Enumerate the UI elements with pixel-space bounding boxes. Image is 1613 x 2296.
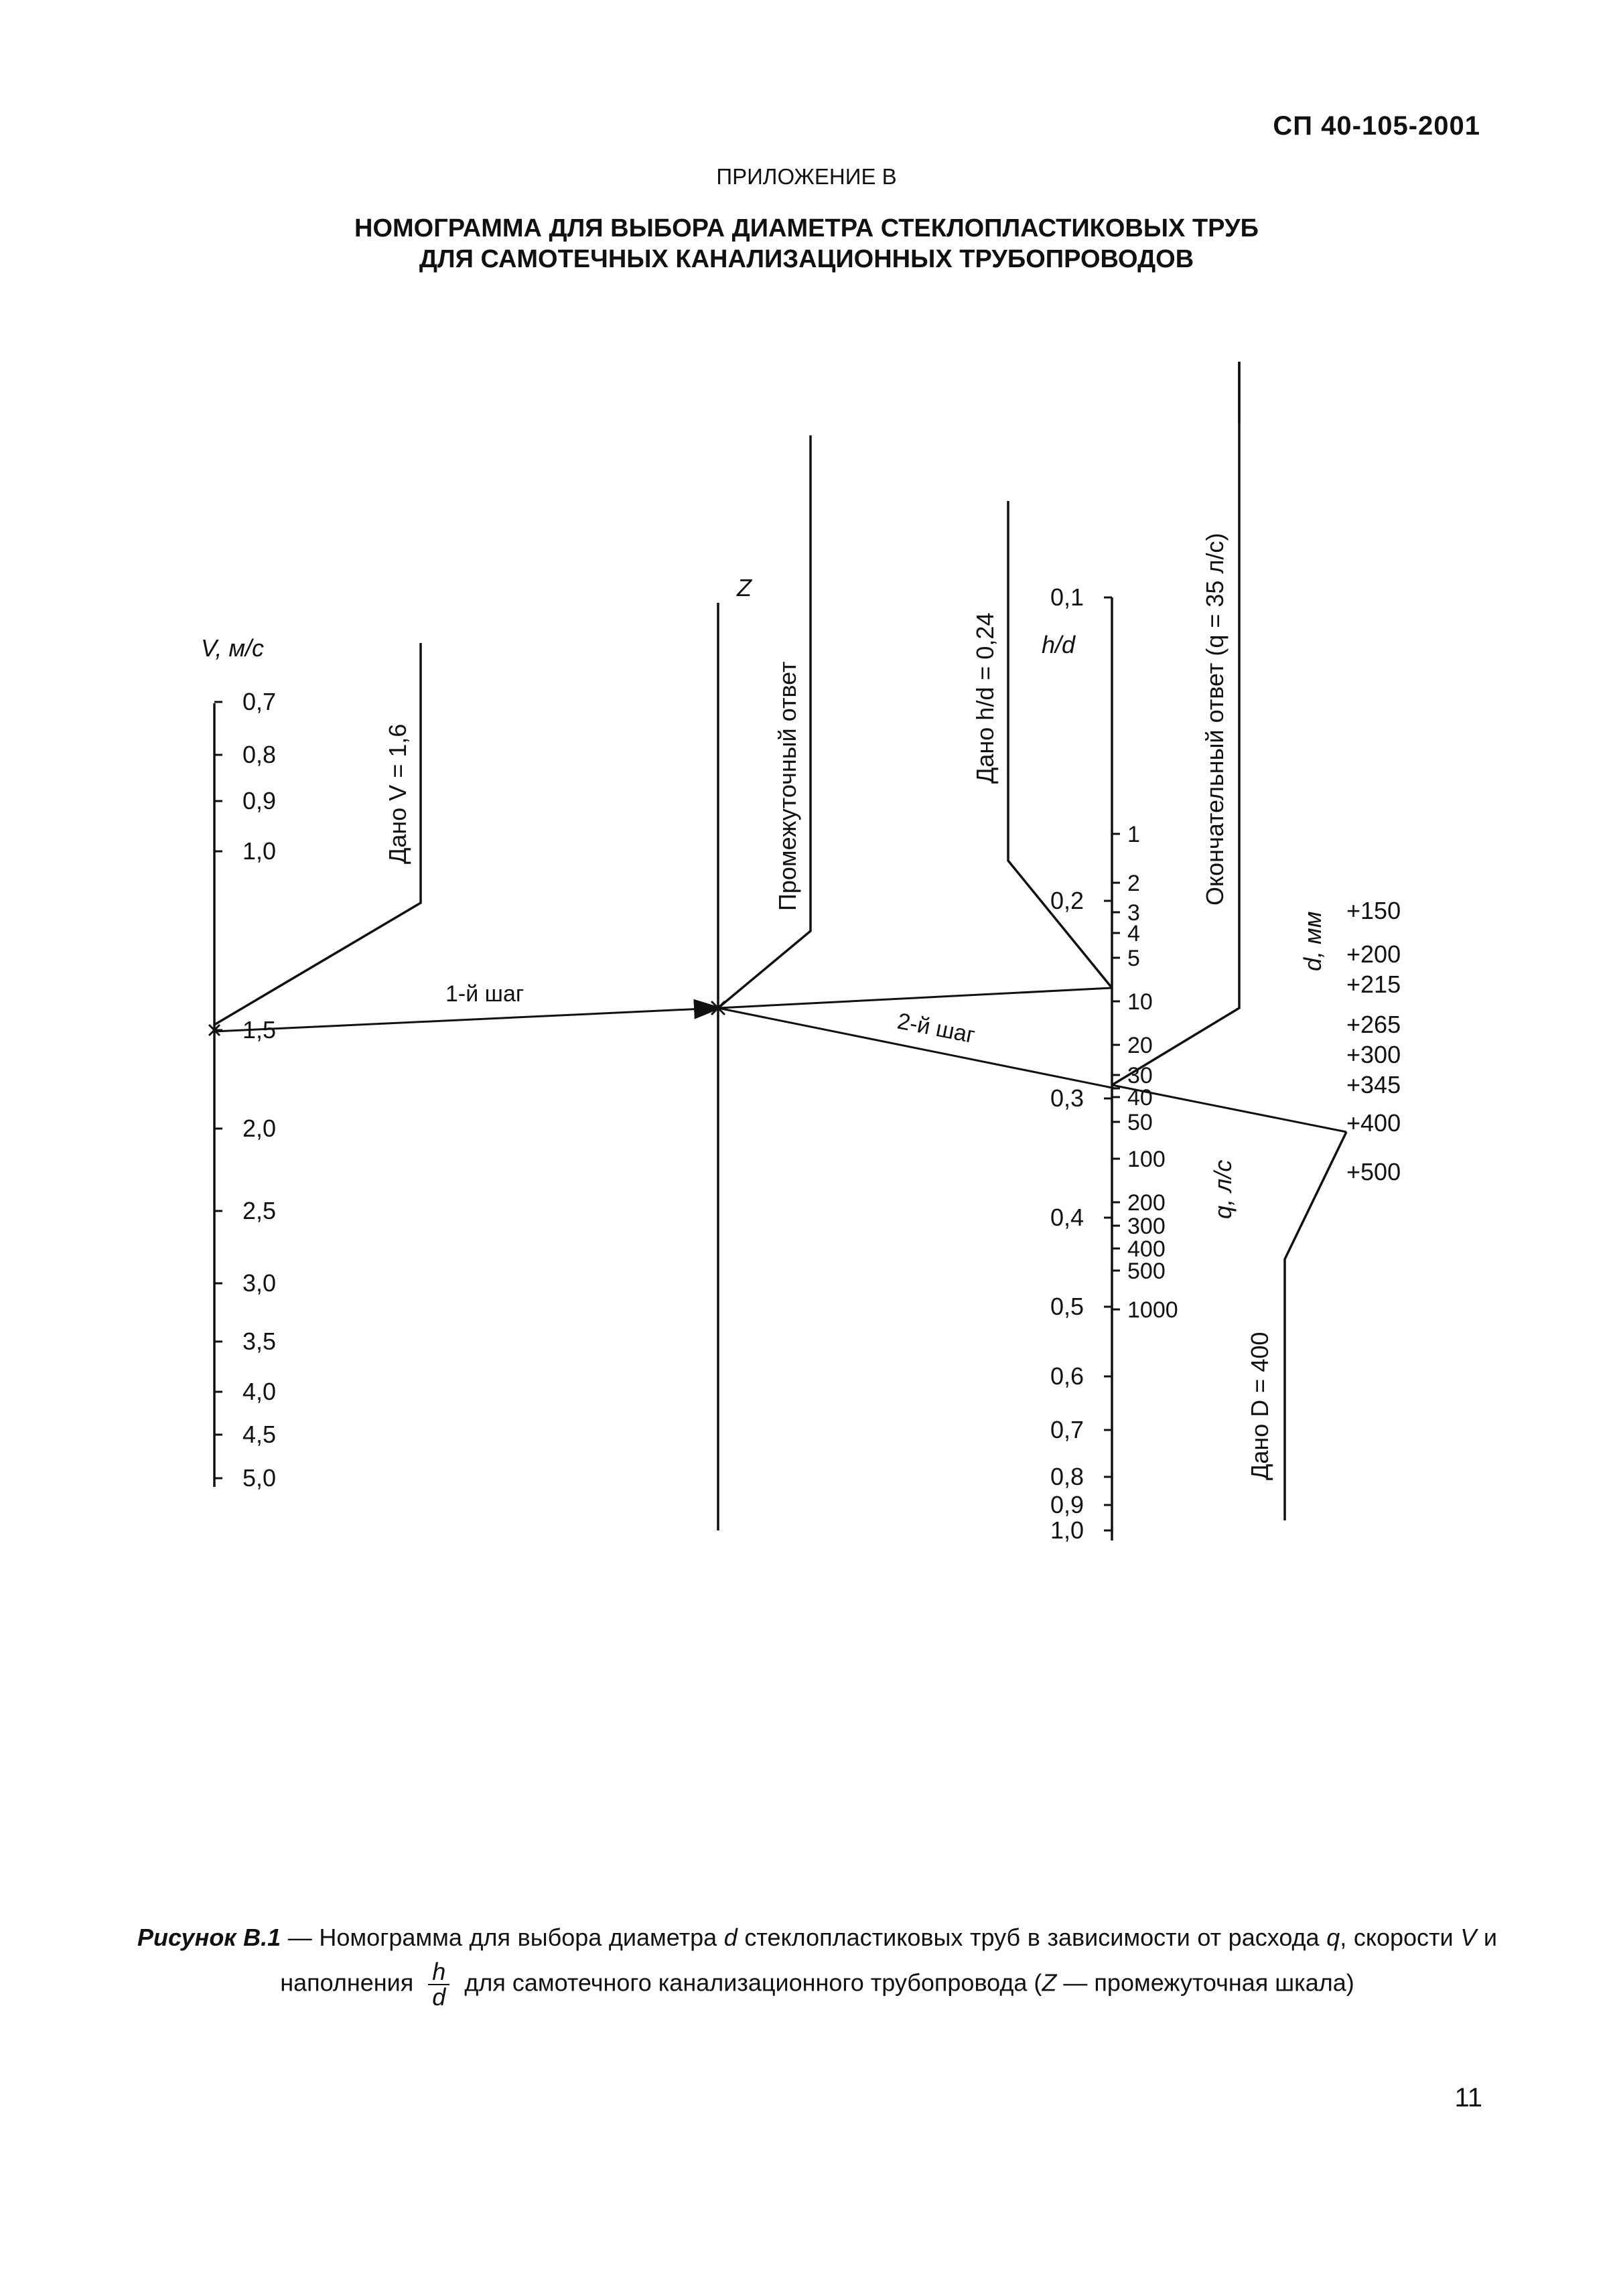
- q-axis-tick-label: 10: [1127, 989, 1153, 1015]
- given-hd-leader: [1008, 501, 1112, 988]
- v-axis-label: V, м/с: [201, 634, 265, 662]
- caption-fraction-numerator: h: [428, 1960, 449, 1985]
- q-axis-tick-label: 3: [1127, 900, 1140, 926]
- given-hd-label: Дано h/d = 0,24: [971, 612, 999, 784]
- q-axis-tick-label: 500: [1127, 1259, 1166, 1284]
- final-label: Окончательный ответ (q = 35 л/с): [1201, 532, 1229, 906]
- caption-text-d: и наполнения: [280, 1924, 1498, 1997]
- hd-axis-tick-label: 0,5: [1050, 1293, 1084, 1320]
- v-axis-ticks: [214, 688, 276, 1492]
- page-number: 11: [1454, 2083, 1482, 2112]
- z-axis-label: Z: [737, 574, 752, 601]
- caption-text-f: — промежуточная шкала): [1056, 1968, 1354, 1997]
- hd-axis-tick-label: 0,8: [1050, 1463, 1084, 1490]
- d-axis-tick-label: +300: [1346, 1041, 1401, 1068]
- document-code: СП 40-105-2001: [1273, 111, 1480, 141]
- q-axis-tick-label: 1: [1127, 822, 1140, 847]
- v-axis-tick-label: 2,0: [242, 1115, 277, 1142]
- q-axis-tick-label: 50: [1127, 1110, 1153, 1135]
- d-axis-ticks: [1346, 897, 1401, 1186]
- v-axis-tick-label: 1,0: [242, 837, 277, 865]
- q-axis-tick-label: 1000: [1127, 1297, 1178, 1323]
- v-axis-tick-label: 2,5: [242, 1197, 277, 1224]
- q-axis-tick-label: 300: [1127, 1214, 1166, 1239]
- v-axis-tick-label: 3,0: [242, 1269, 277, 1297]
- q-axis-tick-label: 40: [1127, 1085, 1153, 1110]
- v-axis-tick-label: 0,8: [242, 741, 277, 768]
- v-axis-tick-label: 4,5: [242, 1421, 277, 1448]
- d-axis-tick-label: +345: [1346, 1071, 1401, 1098]
- v-axis-tick-label: 0,7: [242, 688, 277, 715]
- given-d-label: Дано D = 400: [1246, 1332, 1273, 1480]
- d-axis-tick-label: +215: [1346, 971, 1401, 998]
- q-axis-tick-label: 200: [1127, 1190, 1166, 1216]
- hd-axis-tick-label: 1,0: [1050, 1516, 1084, 1544]
- d-axis-tick-label: +400: [1346, 1109, 1401, 1137]
- appendix-label: ПРИЛОЖЕНИЕ В: [716, 164, 897, 189]
- d-axis-tick-label: +500: [1346, 1158, 1401, 1186]
- hd-axis-tick-label: 0,7: [1050, 1416, 1084, 1443]
- caption-label: Рисунок В.1: [137, 1924, 281, 1951]
- q-axis-tick-label: 400: [1127, 1236, 1166, 1262]
- hd-axis-tick-label: 0,4: [1050, 1204, 1084, 1231]
- given-v-label: Дано V = 1,6: [384, 723, 411, 864]
- intermediate-label: Промежуточный ответ: [774, 661, 801, 911]
- caption-fraction-denominator: d: [432, 1983, 446, 2011]
- d-axis-tick-label: +200: [1346, 940, 1401, 968]
- q-axis-tick-label: 100: [1127, 1147, 1166, 1172]
- d-axis-label: d, мм: [1299, 911, 1326, 971]
- hd-axis-ticks: [1050, 583, 1112, 1544]
- step1-arrow: [214, 1008, 718, 1031]
- caption-text-c: , скорости: [1340, 1924, 1461, 1951]
- title-line-2: ДЛЯ САМОТЕЧНЫХ КАНАЛИЗАЦИОННЫХ ТРУБОПРОВОДОВ: [419, 245, 1194, 273]
- ray-z-to-hd: [718, 988, 1112, 1008]
- caption-var-d: d: [723, 1924, 738, 1951]
- hd-axis-tick-label: 0,1: [1050, 583, 1084, 611]
- caption-fraction: [428, 1960, 449, 2009]
- hd-axis-tick-label: 0,6: [1050, 1362, 1084, 1390]
- q-axis-ticks: [1112, 822, 1178, 1323]
- v-axis-tick-label: 0,9: [242, 787, 277, 814]
- caption-text-e: для самотечного канализационного трубопровода (: [458, 1968, 1042, 1997]
- hd-axis-label: h/d: [1042, 631, 1076, 658]
- hd-axis-tick-label: 0,9: [1050, 1491, 1084, 1518]
- v-axis-tick-label: 5,0: [242, 1464, 277, 1492]
- v-axis-tick-label: 1,5: [242, 1016, 277, 1044]
- caption-text-a: — Номограмма для выбора диаметра: [281, 1924, 724, 1951]
- step1-label: 1-й шаг: [445, 981, 524, 1007]
- v-axis-tick-label: 3,5: [242, 1328, 277, 1355]
- q-axis-label: q, л/с: [1209, 1159, 1237, 1219]
- q-axis-tick-label: 4: [1127, 921, 1140, 946]
- v-axis-tick-label: 4,0: [242, 1378, 277, 1405]
- given-d-leader: [1285, 1132, 1346, 1520]
- d-axis-tick-label: +150: [1346, 897, 1401, 924]
- q-axis-tick-label: 30: [1127, 1063, 1153, 1088]
- d-axis-tick-label: +265: [1346, 1011, 1401, 1038]
- q-axis-tick-label: 20: [1127, 1033, 1153, 1058]
- caption-text-b: стеклопластиковых труб в зависимости от расхода: [737, 1924, 1327, 1951]
- caption-var-q: q: [1326, 1924, 1340, 1951]
- q-axis-tick-label: 2: [1127, 871, 1140, 896]
- step2-label: 2-й шаг: [895, 1008, 977, 1049]
- caption-var-v: V: [1460, 1924, 1477, 1951]
- title-line-1: НОМОГРАММА ДЛЯ ВЫБОРА ДИАМЕТРА СТЕКЛОПЛАСТИКОВЫХ ТРУБ: [354, 214, 1259, 242]
- hd-axis-tick-label: 0,2: [1050, 887, 1084, 914]
- hd-axis-tick-label: 0,3: [1050, 1084, 1084, 1112]
- caption-var-z: Z: [1042, 1968, 1057, 1997]
- figure-caption: [137, 1916, 1497, 2009]
- q-axis-tick-label: 5: [1127, 946, 1140, 971]
